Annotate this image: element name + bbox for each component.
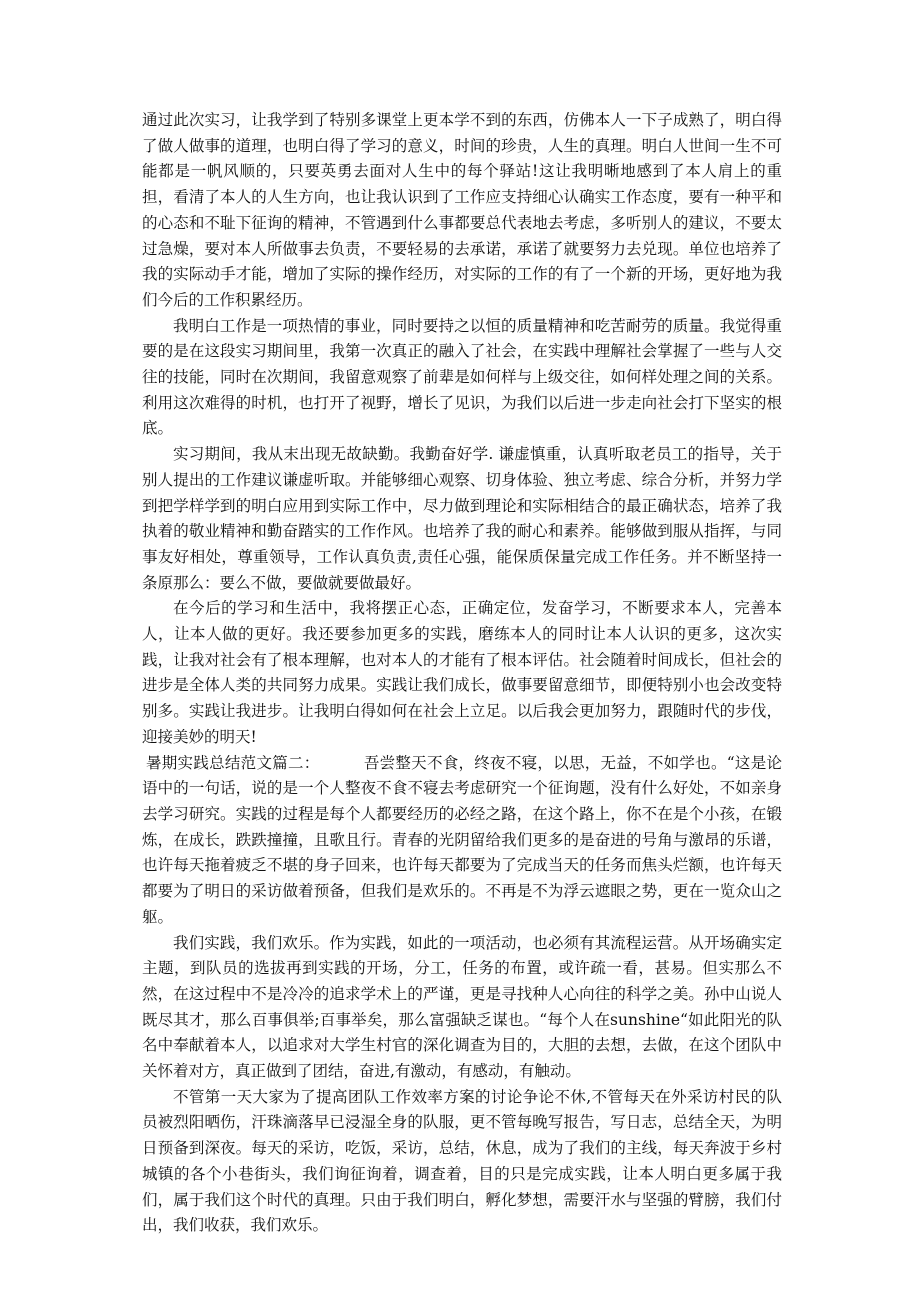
paragraph-6: 我们实践，我们欢乐。作为实践，如此的一项活动，也必须有其流程运营。从开场确实定主题，到队员的选拔再到实践的开场，分工，任务的布置，或许疏一看，甚易。但实那么不然，在这过程中不是冷冷的追求学术上的严谨，更是寻找种人心向往的科学之美。孙中山说人既尽其才，那么百事俱举;百事举矣，那么富强缺乏谋也。“每个人在sunshine“如此阳光的队名中奉献着本人，以追求对大学生村官的深化调查为目的，大胆的去想，去做，在这个团队中关怀着对方，真正做到了团结，奋进,有激动，有感动，有触动。 [142,933,782,1081]
paragraph-2: 我明白工作是一项热情的事业，同时要持之以恒的质量精神和吃苦耐劳的质量。我觉得重要的是在这段实习期间里，我第一次真正的融入了社会，在实践中理解社会掌握了一些与人交往的技能，同时在次期间，我留意观察了前辈是如何样与上级交往，如何样处理之间的关系。利用这次难得的时机，也打开了视野，增长了见识，为我们以后进一步走向社会打下坚实的根底。 [142,316,782,438]
paragraph-1: 通过此次实习，让我学到了特别多课堂上更本学不到的东西，仿佛本人一下子成熟了，明白得了做人做事的道理，也明白得了学习的意义，时间的珍贵，人生的真理。明白人世间一生不可能都是一帆风顺的，只要英勇去面对人生中的每个驿站!这让我明晰地感到了本人肩上的重担，看清了本人的人生方向，也让我认识到了工作应支持细心认确实工作态度，要有一种平和的心态和不耻下征询的精神，不管遇到什么事都要总代表地去考虑，多听别人的建议，不要太过急燥，要对本人所做事去负责，不要轻易的去承诺，承诺了就要努力去兑现。单位也培养了我的实际动手才能，增加了实际的操作经历，对实际的工作的有了一个新的开场，更好地为我们今后的工作积累经历。 [142,111,782,309]
paragraph-5-text: 吾尝整天不食，终夜不寝，以思，无益，不如学也。“这是论语中的一句话，说的是一个人整夜不食不寝去考虑研究一个征询题，没有什么好处，不如亲身去学习研究。实践的过程是每个人都要经历的必经之路，在这个路上，你不在是个小孩，在锻炼，在成长，跌跌撞撞，且歌且行。青春的光阴留给我们更多的是奋进的号角与激昂的乐谱，也许每天拖着疲乏不堪的身子回来，也许每天都要为了完成当天的任务而焦头烂额，也许每天都要为了明日的采访做着预备，但我们是欢乐的。不再是不为浮云遮眼之势，更在一览众山之躯。 [142,753,782,926]
paragraph-7: 不管第一天大家为了提高团队工作效率方案的讨论争论不休,不管每天在外采访村民的队员被烈阳晒伤，汗珠滴落早已浸湿全身的队服，更不管每晚写报告，写日志，总结全天，为明日预备到深夜。每天的采访，吃饭，采访，总结，休息，成为了我们的主线，每天奔波于乡村城镇的各个小巷街头，我们询征询着，调查着，目的只是完成实践，让本人明白更多属于我们，属于我们这个时代的真理。只由于我们明白，孵化梦想，需要汗水与坚强的臂膀，我们付出，我们收获，我们欢乐。 [142,1087,782,1235]
paragraph-4: 在今后的学习和生活中，我将摆正心态，正确定位，发奋学习，不断要求本人，完善本人，让本人做的更好。我还要参加更多的实践，磨练本人的同时让本人认识的更多，这次实践，让我对社会有了根本理解，也对本人的才能有了根本评估。社会随着时间成长，但社会的进步是全体人类的共同努力成果。实践让我们成长，做事要留意细节，即便特别小也会改变特别多。实践让我进步。让我明白得如何在社会上立足。以后我会更加努力，跟随时代的步伐，迎接美妙的明天! [142,599,782,746]
paragraph-5 [142,751,782,931]
paragraph-3: 实习期间，我从末出现无故缺勤。我勤奋好学. 谦虚慎重，认真听取老员工的指导，关于别人提出的工作建议谦虚听取。并能够细心观察、切身体验、独立考虑、综合分析，并努力学到把学样学到的明白应用到实际工作中，尽力做到理论和实际相结合的最正确状态，培养了我执着的敬业精神和勤奋踏实的工作作风。也培养了我的耐心和素养。能够做到服从指挥，与同事友好相处，尊重领导，工作认真负责,责任心强，能保质保量完成工作任务。并不断坚持一条原那么：要么不做，要做就要做最好。 [142,445,782,592]
section-heading: 暑期实践总结范文篇二： [146,753,320,772]
document-body [142,108,782,1239]
